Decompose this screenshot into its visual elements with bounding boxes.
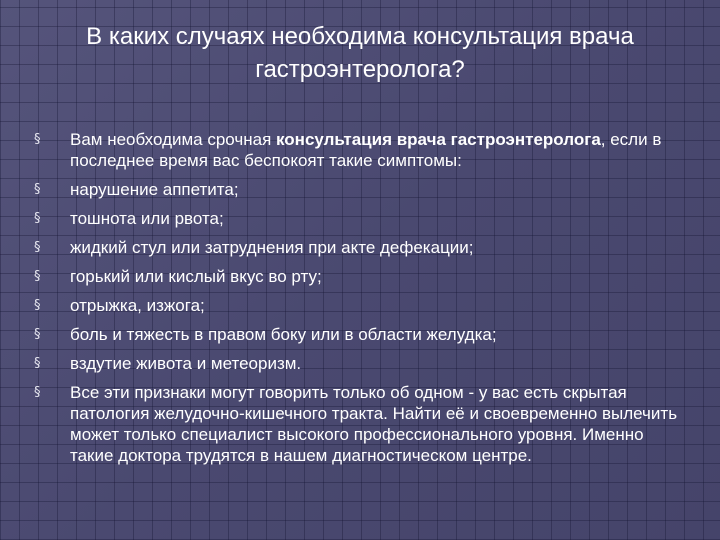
symptom-text: горький или кислый вкус во рту;	[70, 267, 322, 286]
bullet-symptom	[34, 237, 684, 258]
bullet-symptom	[34, 208, 684, 229]
bullet-symptom	[34, 295, 684, 316]
bullet-intro	[34, 129, 684, 171]
symptom-text: жидкий стул или затруднения при акте дефекации;	[70, 238, 474, 257]
symptom-text: отрыжка, изжога;	[70, 296, 205, 315]
intro-text-part2: , если в последнее время вас беспокоят такие симптомы:	[70, 130, 662, 170]
conclusion-text: Все эти признаки могут говорить только об одном - у вас есть скрытая патология желудочно-кишечного тракта. Найти её и своевременно вылечить может только специалист высокого профессионального уровня. Именно такие доктора трудятся в нашем диагностическом центре.	[70, 383, 678, 465]
symptom-text: тошнота или рвота;	[70, 209, 224, 228]
intro-text-bold: консультация врача гастроэнтеролога	[276, 130, 601, 149]
symptom-text: нарушение аппетита;	[70, 180, 239, 199]
bullet-marker-icon: §	[34, 385, 41, 400]
symptom-text: вздутие живота и метеоризм.	[70, 354, 302, 373]
bullet-marker-icon: §	[34, 356, 41, 371]
bullet-symptom	[34, 353, 684, 374]
bullet-symptom	[34, 266, 684, 287]
bullet-list	[34, 129, 684, 474]
bullet-marker-icon: §	[34, 211, 41, 226]
bullet-marker-icon: §	[34, 269, 41, 284]
bullet-conclusion	[34, 382, 684, 466]
intro-text-part1: Вам необходима срочная	[70, 130, 277, 149]
bullet-marker-icon: §	[34, 132, 41, 147]
bullet-marker-icon: §	[34, 240, 41, 255]
bullet-symptom	[34, 179, 684, 200]
bullet-marker-icon: §	[34, 182, 41, 197]
bullet-symptom	[34, 324, 684, 345]
symptom-text: боль и тяжесть в правом боку или в области желудка;	[70, 325, 497, 344]
bullet-marker-icon: §	[34, 298, 41, 313]
bullet-marker-icon: §	[34, 327, 41, 342]
slide-title: В каких случаях необходима консультация врача гастроэнтеролога?	[86, 23, 634, 83]
